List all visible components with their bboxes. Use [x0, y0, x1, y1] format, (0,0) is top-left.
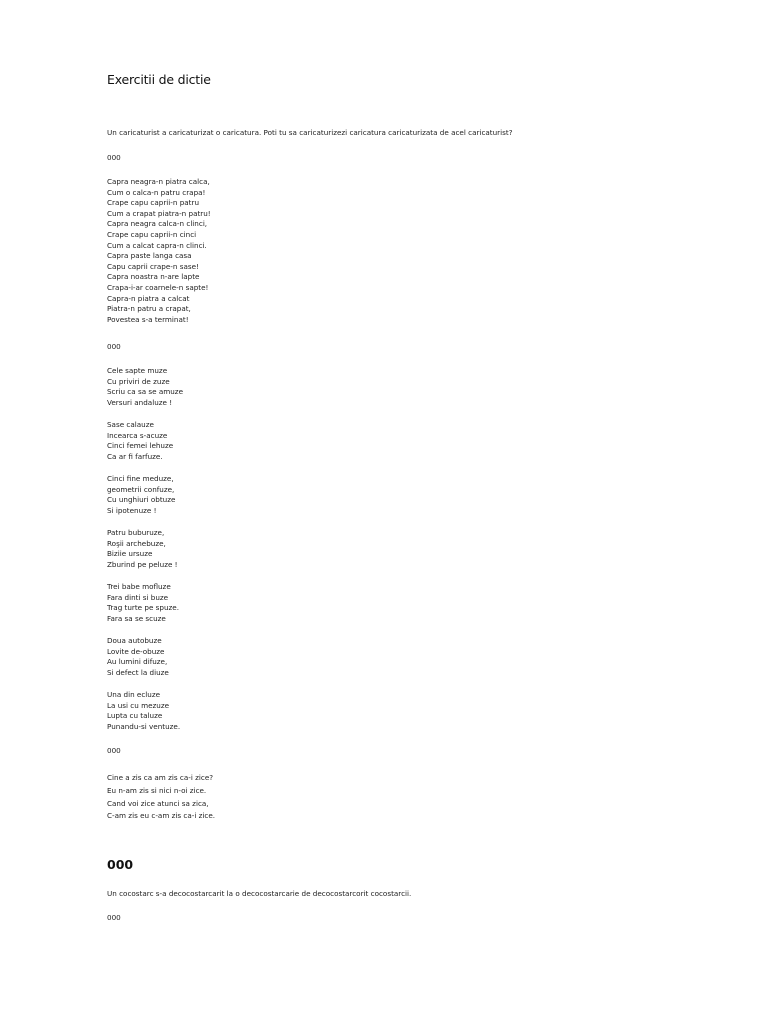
poem-line: La usi cu mezuze	[107, 700, 170, 710]
poem-line: Povestea s-a terminat!	[107, 314, 189, 324]
poem-line: Sase calauze	[107, 420, 154, 429]
poem-line: Patru buburuze,	[107, 528, 165, 537]
stanza-zice	[107, 772, 215, 823]
stanza-meduze	[107, 474, 175, 516]
separator-text: 000	[107, 746, 121, 755]
poem-line: Capra paste langa casa	[107, 251, 192, 261]
poem-line: Versuri andaluze !	[107, 397, 173, 407]
section-heading: 000	[107, 857, 134, 872]
poem-capra-stanza	[107, 177, 211, 325]
intro-paragraph: Un caricaturist a caricaturizat o caricatura. Poti tu sa caricaturizezi caricatura caricaturizata de acel caricaturist?	[107, 128, 513, 137]
poem-line: Fara sa se scuze	[107, 613, 166, 623]
poem-line: Cinci fine meduze,	[107, 474, 174, 483]
poem-line: Crape capu caprii-n cinci	[107, 229, 197, 239]
stanza-mofluze	[107, 582, 179, 624]
poem-line: Crapa-i-ar coarnele-n sapte!	[107, 282, 209, 292]
poem-line: Capra neagra-n piatra calca,	[107, 177, 210, 186]
poem-line: Zburind pe peluze !	[107, 559, 178, 569]
separator-text: 000	[107, 342, 121, 351]
stanza-calauze	[107, 420, 173, 462]
separator-text: 000	[107, 913, 121, 922]
poem-line: Si ipotenuze !	[107, 505, 157, 515]
poem-line: Incearca s-acuze	[107, 430, 168, 440]
poem-line: Punandu-si ventuze.	[107, 721, 181, 731]
poem-line: Biziie ursuze	[107, 549, 153, 559]
poem-line: Capu caprii crape-n sase!	[107, 261, 199, 271]
stanza-buburuze	[107, 528, 178, 570]
poem-line: Roşii archebuze,	[107, 538, 166, 548]
poem-line: Lupta cu taluze	[107, 711, 163, 721]
poem-line: Cine a zis ca am zis ca-i zice?	[107, 773, 214, 782]
poem-line: C-am zis eu c-am zis ca-i zice.	[107, 811, 216, 821]
poem-line: Lovite de-obuze	[107, 646, 165, 656]
poem-line: Trei babe mofluze	[107, 582, 171, 591]
poem-line: Una din ecluze	[107, 690, 161, 699]
poem-line: Si defect la diuze	[107, 667, 169, 677]
poem-line: Scriu ca sa se amuze	[107, 387, 183, 397]
cocostarc-paragraph: Un cocostarc s-a decocostarcarit la o decocostarcarie de decocostarcorit cocostarcii.	[107, 889, 412, 898]
poem-line: Capra noastra n-are lapte	[107, 272, 200, 282]
stanza-muze	[107, 366, 183, 408]
stanza-ecluze	[107, 690, 180, 732]
poem-line: Cand voi zice atunci sa zica,	[107, 798, 209, 808]
poem-line: Trag turte pe spuze.	[107, 603, 180, 613]
poem-line: Capra-n piatra a calcat	[107, 293, 190, 303]
poem-line: Fara dinti si buze	[107, 592, 169, 602]
poem-line: geometrii confuze,	[107, 484, 175, 494]
poem-line: Cum a crapat piatra-n patru!	[107, 208, 211, 218]
stanza-autobuze	[107, 636, 169, 678]
poem-line: Doua autobuze	[107, 636, 162, 645]
poem-line: Cele sapte muze	[107, 366, 168, 375]
poem-line: Cu priviri de zuze	[107, 376, 170, 386]
separator-text: 000	[107, 153, 121, 162]
poem-line: Piatra-n patru a crapat,	[107, 304, 191, 314]
poem-line: Au lumini difuze,	[107, 657, 168, 667]
poem-line: Capra neagra calca-n clinci,	[107, 219, 208, 229]
poem-line: Eu n-am zis si nici n-oi zice.	[107, 785, 207, 795]
poem-line: Cum a calcat capra-n clinci.	[107, 240, 207, 250]
poem-line: Cinci femei lehuze	[107, 441, 174, 451]
poem-line: Ca ar fi farfuze.	[107, 451, 163, 461]
poem-line: Cu unghiuri obtuze	[107, 495, 176, 505]
poem-line: Cum o calca-n patru crapa!	[107, 187, 206, 197]
poem-line: Crape capu caprii-n patru	[107, 198, 200, 208]
document-title: Exercitii de dictie	[107, 72, 211, 87]
